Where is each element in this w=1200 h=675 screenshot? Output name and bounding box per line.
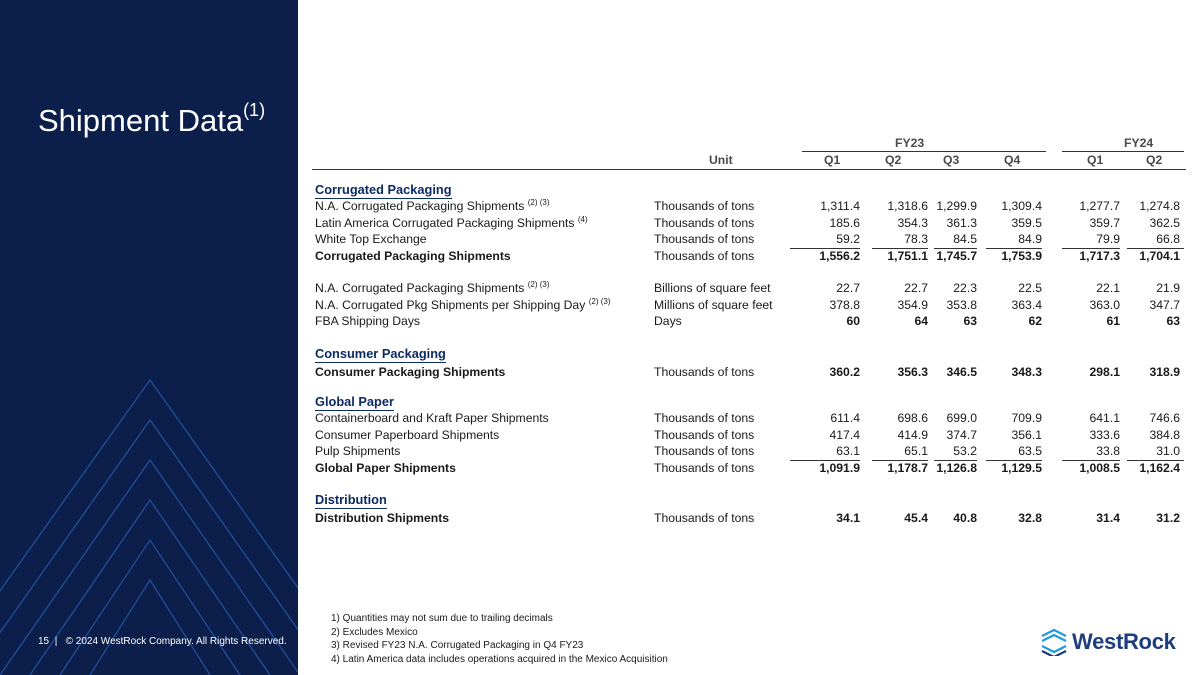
cell-value-q6: 31.2 <box>1156 511 1180 525</box>
cell-value-q6: 21.9 <box>1156 281 1180 295</box>
footnotes <box>331 612 668 666</box>
cell-value-q6: 1,274.8 <box>1139 199 1180 213</box>
row-unit: Billions of square feet <box>654 281 771 295</box>
cell-value-q2: 1,178.7 <box>887 460 928 475</box>
cell-value-q2: 45.4 <box>904 511 928 525</box>
cell-value-q6: 362.5 <box>1149 215 1180 230</box>
row-unit: Thousands of tons <box>654 460 755 475</box>
fiscal-year-header <box>312 134 1186 152</box>
cell-value-q2: 414.9 <box>897 427 928 442</box>
header-underline <box>312 169 1186 170</box>
cell-value-q6: 63 <box>1166 314 1180 328</box>
fy23-header: FY23 <box>895 136 925 150</box>
row-label: Containerboard and Kraft Paper Shipments <box>315 411 549 425</box>
cell-value-q2: 698.6 <box>897 411 928 425</box>
table-row <box>312 427 1186 444</box>
cell-value-q6: 66.8 <box>1156 232 1180 246</box>
cell-value-q3: 374.7 <box>946 427 977 442</box>
row-label: Consumer Packaging Shipments <box>315 364 506 379</box>
cell-value-q4: 709.9 <box>1011 411 1042 425</box>
cell-value-q4: 1,129.5 <box>1001 460 1042 475</box>
cell-value-q1: 1,091.9 <box>819 460 860 475</box>
cell-value-q1: 60 <box>846 314 860 328</box>
footnote-1: 1) Quantities may not sum due to trailing decimals <box>331 613 553 624</box>
row-label: White Top Exchange <box>315 232 427 246</box>
cell-value-q3: 1,745.7 <box>936 248 977 263</box>
cell-value-q3: 63 <box>963 314 977 328</box>
cell-value-q4: 356.1 <box>1011 427 1042 442</box>
cell-value-q5: 359.7 <box>1089 215 1120 230</box>
row-label: N.A. Corrugated Packaging Shipments $^{(2) (3)}$ <box>315 198 550 213</box>
row-unit: Thousands of tons <box>654 411 755 425</box>
section-distribution: Distribution <box>315 492 387 507</box>
table-row <box>312 231 1186 248</box>
cell-value-q3: 40.8 <box>953 511 977 525</box>
section-global-paper: Global Paper <box>315 394 394 409</box>
q1-fy23-header: Q1 <box>824 153 841 167</box>
westrock-logo-icon <box>1040 628 1068 656</box>
cell-value-q4: 363.4 <box>1011 297 1042 312</box>
cell-value-q1: 1,556.2 <box>819 248 860 263</box>
row-label: FBA Shipping Days <box>315 314 421 328</box>
cell-value-q4: 32.8 <box>1018 511 1042 525</box>
cell-value-q4: 359.5 <box>1011 215 1042 230</box>
cell-value-q4: 22.5 <box>1018 281 1042 295</box>
cell-value-q2: 356.3 <box>897 364 928 379</box>
footnote-2: 2) Excludes Mexico <box>331 626 418 638</box>
row-unit: Thousands of tons <box>654 248 755 263</box>
q2-fy23-header: Q2 <box>885 153 902 167</box>
cell-value-q2: 64 <box>914 314 928 328</box>
cell-value-q3: 361.3 <box>946 215 977 230</box>
q2-fy24-header: Q2 <box>1146 153 1163 167</box>
shipment-table <box>312 134 1186 525</box>
cell-value-q5: 641.1 <box>1089 411 1120 425</box>
cell-value-q1: 378.8 <box>829 297 860 312</box>
page-number: 15 <box>38 636 50 647</box>
q1-fy24-header: Q1 <box>1087 153 1104 167</box>
cell-value-q1: 34.1 <box>836 511 860 525</box>
row-label: Pulp Shipments <box>315 444 401 458</box>
row-unit: Thousands of tons <box>654 215 755 230</box>
cell-value-q4: 1,753.9 <box>1001 248 1042 263</box>
footnote-3: 3) Revised FY23 N.A. Corrugated Packaging in Q4 FY23 <box>331 640 584 651</box>
row-unit: Thousands of tons <box>654 427 755 442</box>
logo-wordmark: WestRock <box>1072 629 1176 654</box>
cell-value-q4: 1,309.4 <box>1001 199 1042 213</box>
cell-value-q5: 31.4 <box>1096 511 1120 525</box>
cell-value-q5: 1,277.7 <box>1079 199 1120 213</box>
cell-value-q5: 22.1 <box>1096 281 1120 295</box>
fy24-header: FY24 <box>1124 136 1154 150</box>
q3-fy23-header: Q3 <box>943 153 960 167</box>
cell-value-q1: 59.2 <box>836 232 860 246</box>
table-row <box>312 410 1186 427</box>
row-label: Latin America Corrugated Packaging Shipments $^{(4)}$ <box>315 214 588 230</box>
cell-value-q3: 353.8 <box>946 297 977 312</box>
cell-value-q3: 53.2 <box>953 444 977 458</box>
cell-value-q4: 348.3 <box>1011 364 1042 379</box>
section-corrugated-packaging: Corrugated Packaging <box>315 182 452 197</box>
cell-value-q3: 84.5 <box>953 232 977 246</box>
row-unit: Millions of square feet <box>654 297 773 312</box>
footnote-4: 4) Latin America data includes operations acquired in the Mexico Acquisition <box>331 653 668 665</box>
table-row <box>312 460 1186 477</box>
cell-value-q2: 1,751.1 <box>887 248 928 263</box>
row-unit: Thousands of tons <box>654 444 755 458</box>
table-row <box>312 297 1186 314</box>
column-header-row <box>312 152 1186 170</box>
cell-value-q3: 1,126.8 <box>936 460 977 475</box>
footer-copyright <box>38 636 287 647</box>
row-unit: Thousands of tons <box>654 199 755 213</box>
cell-value-q6: 1,162.4 <box>1139 460 1180 475</box>
cell-value-q5: 1,008.5 <box>1079 460 1120 475</box>
cell-value-q3: 699.0 <box>946 411 977 425</box>
cell-value-q6: 347.7 <box>1149 297 1180 312</box>
unit-header: Unit <box>709 153 733 167</box>
cell-value-q5: 298.1 <box>1089 364 1120 379</box>
cell-value-q1: 417.4 <box>829 427 860 442</box>
section-consumer-packaging: Consumer Packaging <box>315 345 446 361</box>
page-title: Shipment Data$^{(1)}$ <box>38 100 266 138</box>
table-row <box>312 443 1186 460</box>
table-row <box>312 198 1186 215</box>
cell-value-q1: 1,311.4 <box>820 199 860 213</box>
cell-value-q2: 65.1 <box>904 444 928 458</box>
cell-value-q2: 354.9 <box>897 297 928 312</box>
cell-value-q1: 63.1 <box>836 444 860 458</box>
cell-value-q1: 185.6 <box>829 215 860 230</box>
cell-value-q4: 84.9 <box>1018 232 1042 246</box>
row-label: Global Paper Shipments <box>315 460 456 475</box>
copyright-text: © 2024 WestRock Company. All Rights Reserved. <box>65 636 287 647</box>
cell-value-q4: 63.5 <box>1018 444 1042 458</box>
cell-value-q1: 360.2 <box>829 364 860 379</box>
row-unit: Thousands of tons <box>654 511 755 525</box>
cell-value-q1: 611.4 <box>830 411 860 425</box>
footer-separator: | <box>54 636 58 647</box>
table-row <box>312 364 1186 381</box>
cell-value-q3: 346.5 <box>946 364 977 379</box>
table-row <box>312 248 1186 265</box>
sidebar-panel <box>0 0 298 675</box>
table-row <box>312 215 1186 232</box>
row-label: Corrugated Packaging Shipments <box>315 248 511 263</box>
row-unit: Thousands of tons <box>654 364 755 379</box>
cell-value-q3: 22.3 <box>953 281 977 295</box>
row-label: N.A. Corrugated Packaging Shipments $^{(2) (3)}$ <box>315 280 550 295</box>
cell-value-q6: 384.8 <box>1149 427 1180 442</box>
table-row <box>312 313 1186 330</box>
cell-value-q2: 354.3 <box>897 215 928 230</box>
cell-value-q4: 62 <box>1028 314 1042 328</box>
cell-value-q6: 1,704.1 <box>1139 248 1180 263</box>
cell-value-q5: 79.9 <box>1096 232 1120 246</box>
cell-value-q5: 1,717.3 <box>1079 248 1120 263</box>
westrock-logo <box>1040 628 1176 656</box>
row-label: Consumer Paperboard Shipments <box>315 427 500 442</box>
cell-value-q2: 78.3 <box>904 232 928 246</box>
cell-value-q5: 61 <box>1106 314 1120 328</box>
cell-value-q5: 333.6 <box>1089 427 1120 442</box>
cell-value-q2: 22.7 <box>904 281 928 295</box>
q4-fy23-header: Q4 <box>1004 153 1021 167</box>
row-label: N.A. Corrugated Pkg Shipments per Shipping Day $^{(2) (3)}$ <box>315 296 611 312</box>
table-row <box>312 280 1186 297</box>
cell-value-q5: 33.8 <box>1096 444 1120 458</box>
table-row <box>312 510 1186 527</box>
row-unit: Days <box>654 314 682 328</box>
cell-value-q5: 363.0 <box>1089 297 1120 312</box>
cell-value-q6: 31.0 <box>1156 444 1180 458</box>
cell-value-q3: 1,299.9 <box>936 199 977 213</box>
cell-value-q6: 318.9 <box>1149 364 1180 379</box>
row-label: Distribution Shipments <box>315 511 450 525</box>
cell-value-q1: 22.7 <box>836 281 860 295</box>
cell-value-q6: 746.6 <box>1149 411 1180 425</box>
cell-value-q2: 1,318.6 <box>887 199 928 213</box>
row-unit: Thousands of tons <box>654 232 755 246</box>
